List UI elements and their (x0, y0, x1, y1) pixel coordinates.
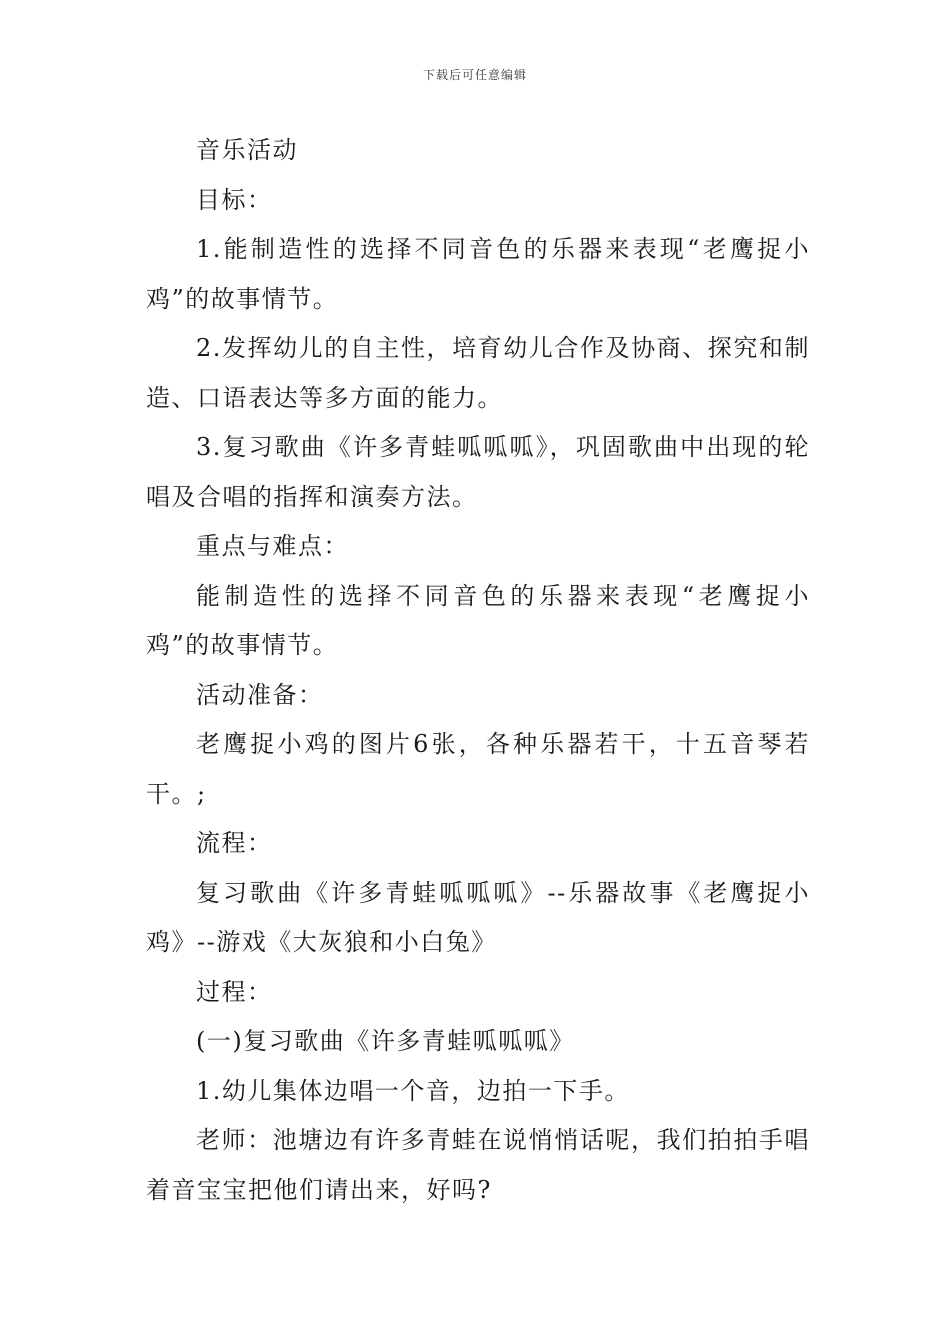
preparation-heading: 活动准备： (196, 680, 324, 709)
section-title: 音乐活动 (196, 136, 298, 164)
goal-item-1: 1.能制造性的选择不同音色的乐器来表现“老鹰捉小鸡”的故事情节。 (146, 235, 810, 313)
key-points-heading: 重点与难点： (196, 532, 349, 560)
process-flow-heading: 流程： (196, 829, 273, 857)
procedure-step-1-heading: (一)复习歌曲《许多青蛙呱呱呱》 (196, 1027, 575, 1055)
page-header: 下载后可任意编辑 (422, 68, 527, 82)
process-flow-text: 复习歌曲《许多青蛙呱呱呱》--乐器故事《老鹰捉小鸡》--游戏《大灰狼和小白兔》 (146, 878, 810, 956)
key-points-text: 能制造性的选择不同音色的乐器来表现“老鹰捉小鸡”的故事情节。 (146, 581, 810, 659)
teacher-dialogue: 老师：池塘边有许多青蛙在说悄悄话呢，我们拍拍手唱着音宝宝把他们请出来，好吗? (146, 1126, 810, 1204)
procedure-heading: 过程： (196, 977, 273, 1006)
procedure-step-1-item-1: 1.幼儿集体边唱一个音，边拍一下手。 (196, 1076, 630, 1105)
goals-heading: 目标： (196, 185, 273, 214)
document-body (146, 126, 810, 1215)
preparation-text: 老鹰捉小鸡的图片6张，各种乐器若干，十五音琴若干。; (146, 730, 810, 808)
goal-item-3: 3.复习歌曲《许多青蛙呱呱呱》，巩固歌曲中出现的轮唱及合唱的指挥和演奏方法。 (146, 433, 810, 511)
goal-item-2: 2.发挥幼儿的自主性，培育幼儿合作及协商、探究和制造、口语表达等多方面的能力。 (146, 334, 810, 412)
